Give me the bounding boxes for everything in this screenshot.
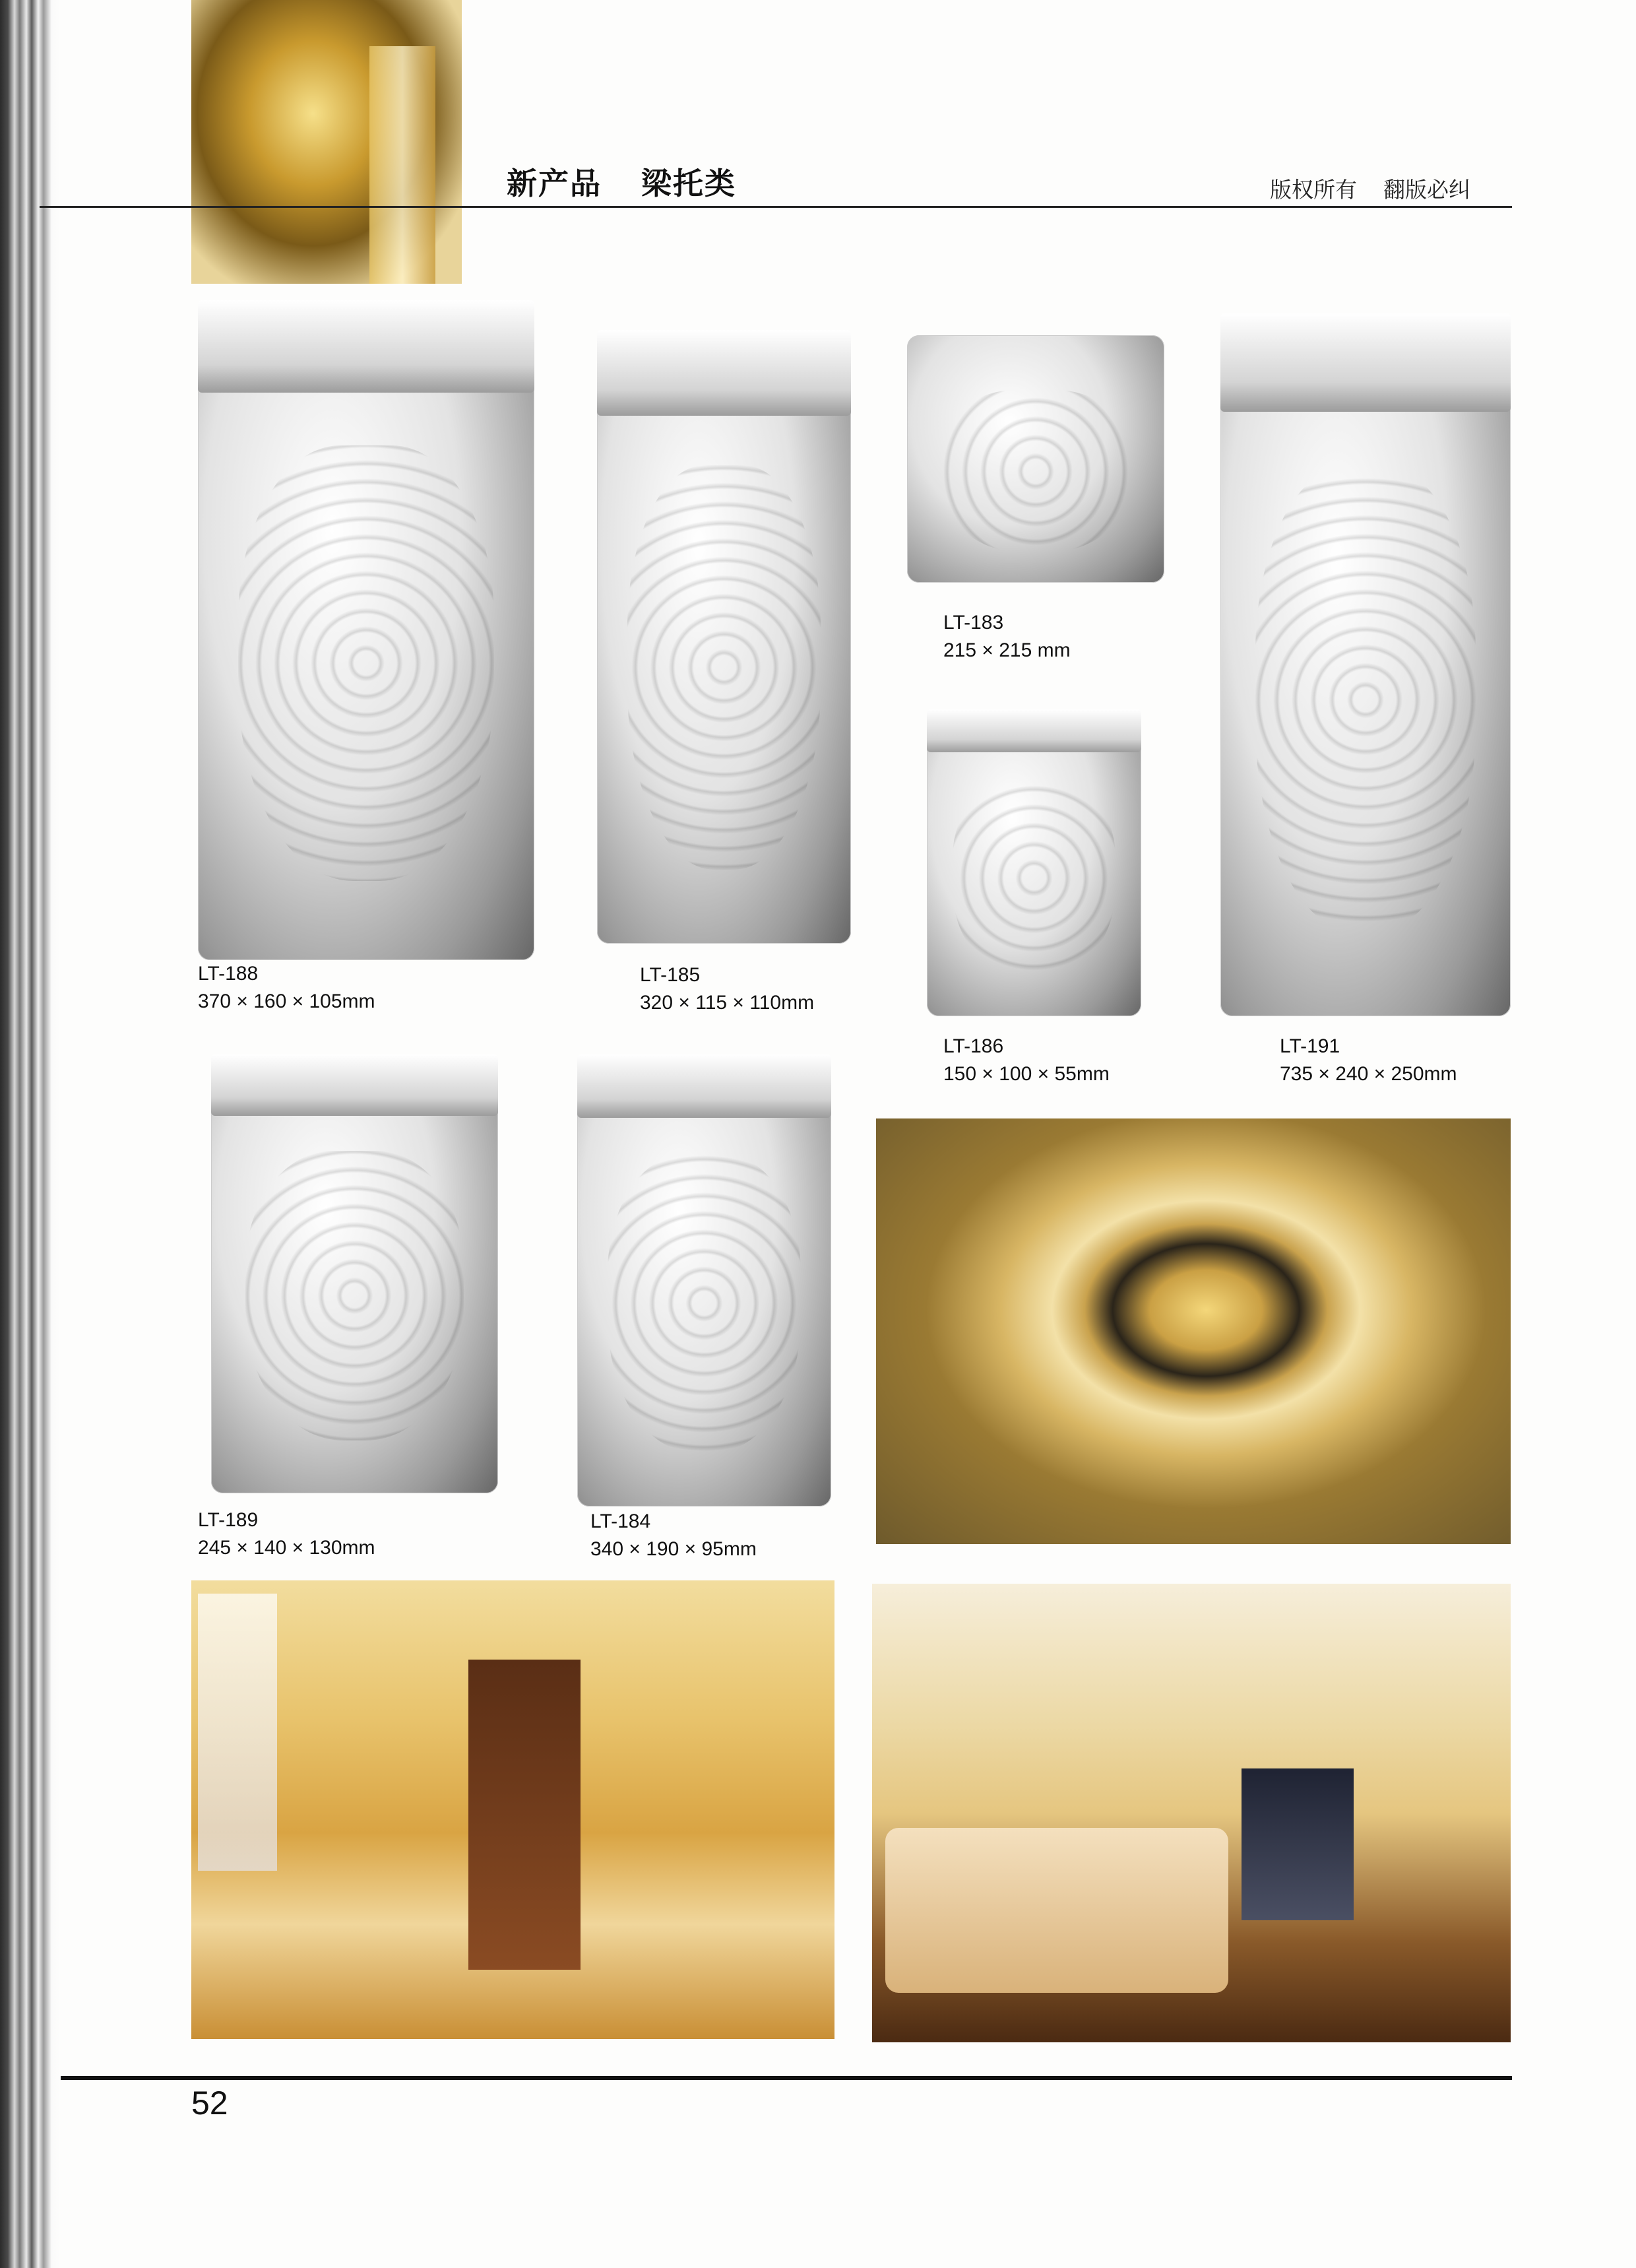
footer-rule bbox=[61, 2076, 1512, 2080]
product-image-lt-189 bbox=[211, 1054, 498, 1493]
page-title bbox=[507, 160, 776, 203]
product-label-lt-189 bbox=[198, 1507, 375, 1562]
bedroom-photo bbox=[872, 1584, 1511, 2042]
product-code: LT-184 bbox=[590, 1510, 651, 1532]
product-label-lt-188 bbox=[198, 960, 375, 1016]
product-size: 150 × 100 × 55mm bbox=[943, 1063, 1110, 1085]
product-size: 320 × 115 × 110mm bbox=[640, 992, 815, 1014]
product-size: 340 × 190 × 95mm bbox=[590, 1538, 757, 1560]
product-size: 215 × 215 mm bbox=[943, 639, 1071, 661]
product-code: LT-191 bbox=[1280, 1035, 1340, 1057]
product-code: LT-185 bbox=[640, 964, 701, 986]
title-new-products: 新产品 bbox=[507, 166, 602, 201]
title-category: 梁托类 bbox=[641, 166, 736, 201]
product-image-lt-185 bbox=[597, 330, 851, 944]
product-label-lt-185 bbox=[640, 961, 814, 1017]
product-image-lt-184 bbox=[577, 1054, 831, 1507]
page-number: 52 bbox=[191, 2085, 228, 2122]
product-label-lt-191 bbox=[1280, 1033, 1457, 1088]
copyright-text-1: 版权所有 bbox=[1270, 177, 1357, 203]
binding-edge bbox=[0, 0, 61, 2268]
product-label-lt-184 bbox=[590, 1508, 757, 1563]
dining-room-photo bbox=[191, 1580, 834, 2039]
product-code: LT-188 bbox=[198, 963, 259, 985]
product-label-lt-183 bbox=[943, 609, 1071, 664]
header-rule bbox=[40, 206, 1512, 208]
product-size: 370 × 160 × 105mm bbox=[198, 990, 375, 1012]
ceiling-chandelier-photo bbox=[876, 1118, 1511, 1544]
product-code: LT-189 bbox=[198, 1509, 259, 1531]
product-code: LT-186 bbox=[943, 1035, 1004, 1057]
copyright-notice bbox=[1270, 173, 1497, 204]
product-size: 735 × 240 × 250mm bbox=[1280, 1063, 1457, 1085]
header-corner-photo bbox=[191, 0, 462, 284]
product-label-lt-186 bbox=[943, 1033, 1110, 1088]
copyright-text-2: 翻版必纠 bbox=[1383, 177, 1470, 203]
product-image-lt-188 bbox=[198, 300, 534, 960]
product-size: 245 × 140 × 130mm bbox=[198, 1537, 375, 1559]
product-image-lt-191 bbox=[1220, 313, 1511, 1016]
product-code: LT-183 bbox=[943, 612, 1004, 633]
product-image-lt-186 bbox=[927, 709, 1141, 1016]
product-image-lt-183 bbox=[907, 335, 1164, 583]
